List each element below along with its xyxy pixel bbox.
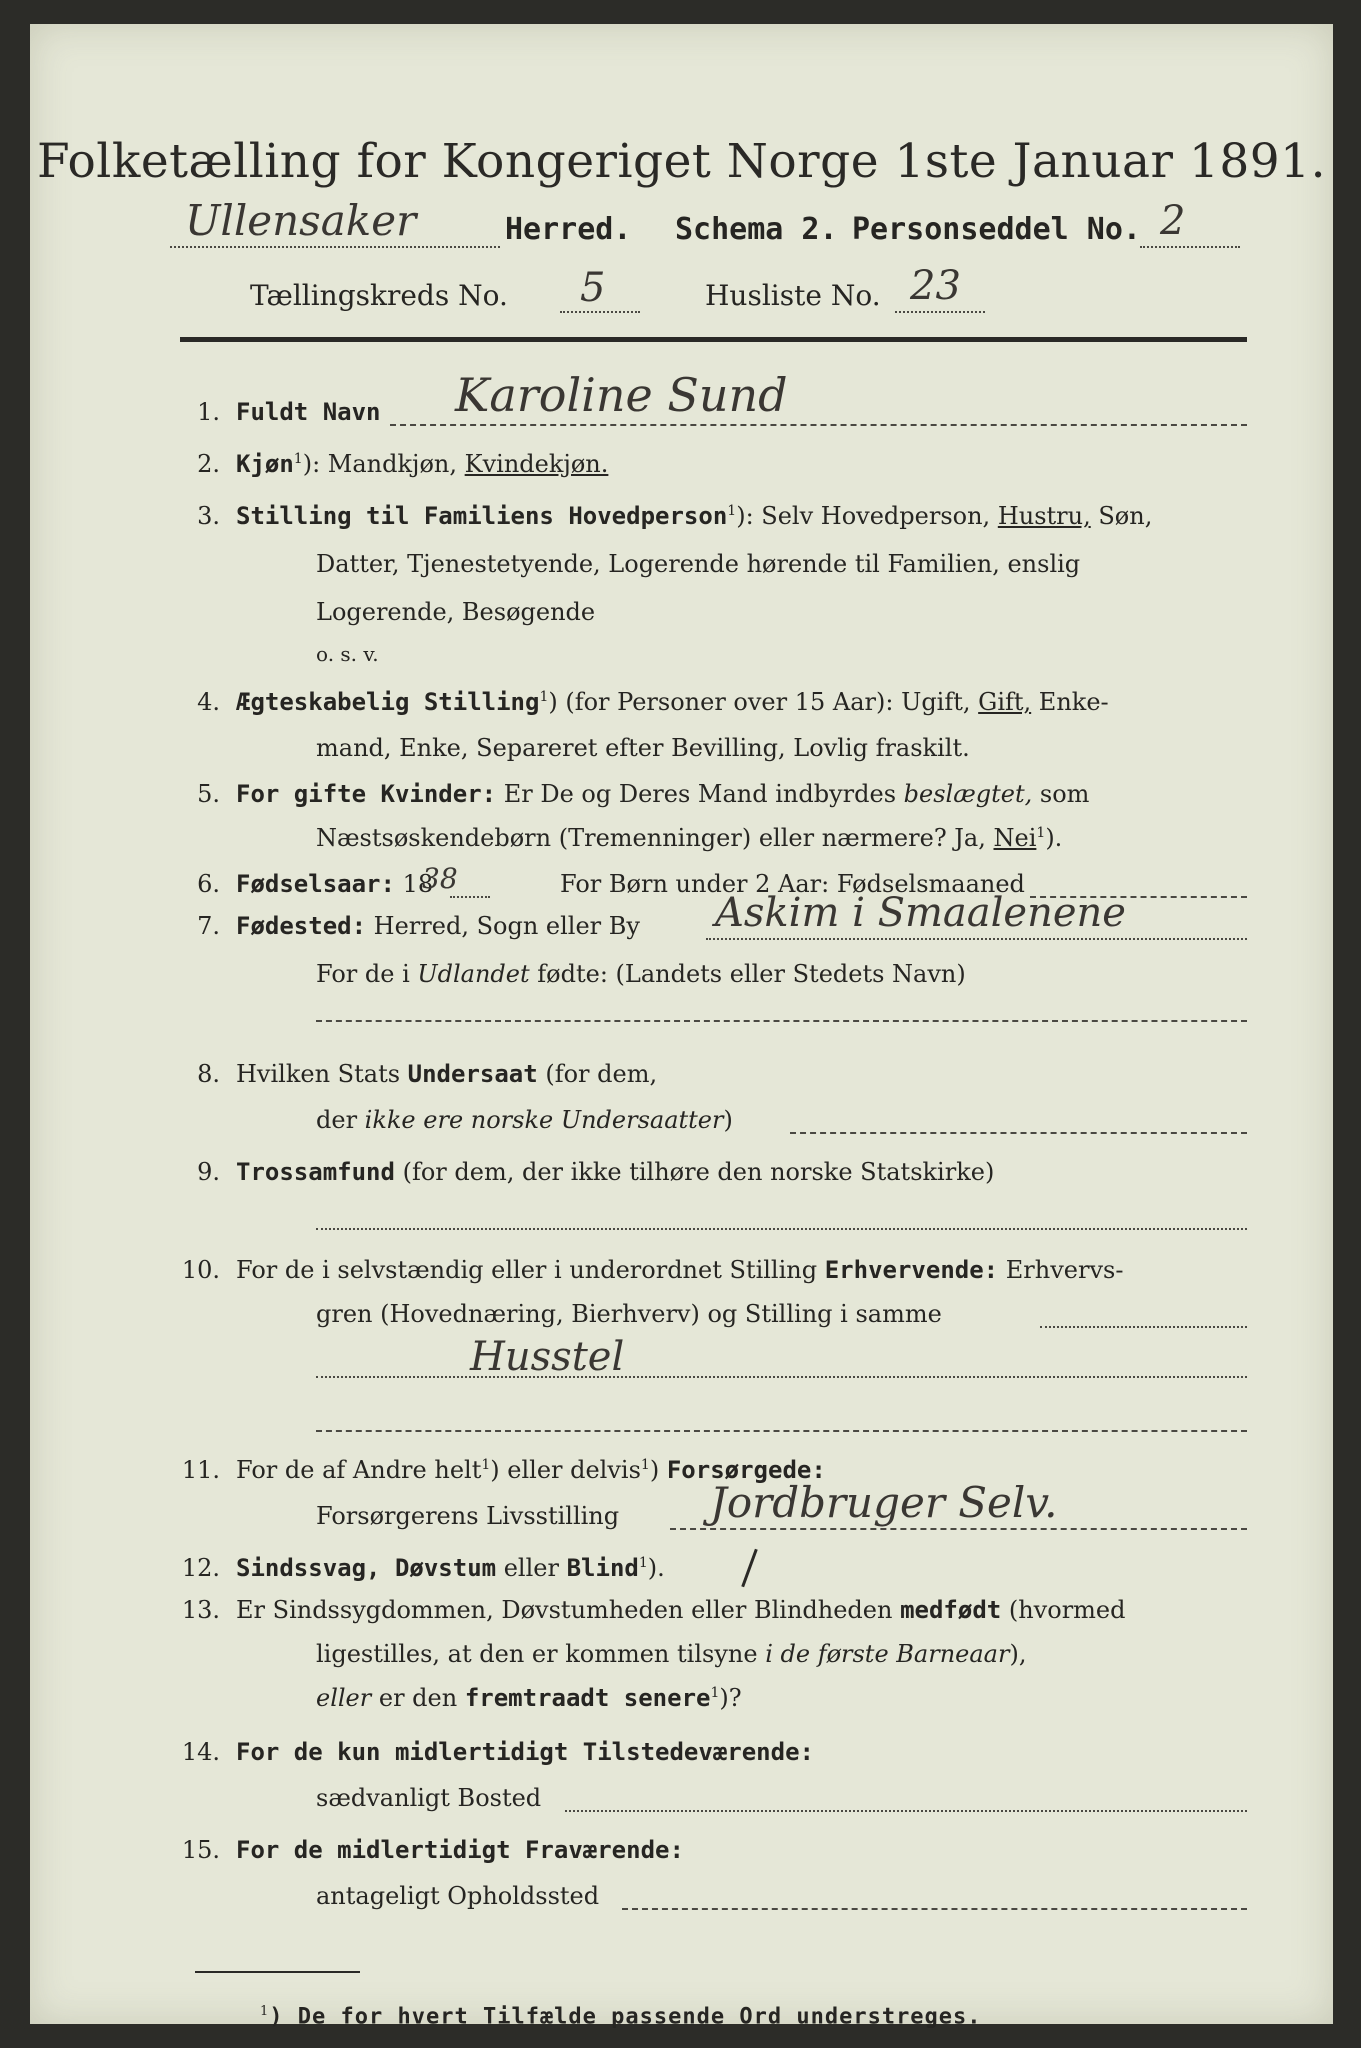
- item-number: 8.: [197, 1060, 220, 1088]
- item-number: 11.: [181, 1456, 220, 1484]
- kjon-text: [236, 450, 608, 478]
- personseddel-label: Personseddel No.: [852, 212, 1141, 247]
- item-gifte-kvinder: [30, 774, 1333, 852]
- stilling-options-end: Søn,: [1090, 502, 1153, 530]
- fodested-label: Fødested:: [236, 912, 367, 940]
- undersaat-label: Undersaat: [407, 1060, 538, 1088]
- item-sindssvag: [30, 1548, 1333, 1592]
- trossamfund-qual: (for dem, der ikke tilhøre den norske Statskirke): [394, 1158, 995, 1186]
- item-trossamfund: [30, 1152, 1333, 1196]
- fodested-line2a: For de i: [316, 960, 418, 988]
- medfodt-text: [236, 1596, 1126, 1624]
- item-number: 4.: [197, 688, 220, 716]
- blind-label: Blind: [566, 1554, 639, 1582]
- fodested-line3: [316, 1020, 1247, 1022]
- fodested-text: [236, 912, 640, 940]
- footnote-text: ) De for hvert Tilfælde passende Ord understreges.: [269, 2004, 982, 2030]
- medfodt-line2b: ),: [1009, 1640, 1027, 1668]
- fodselsaar-text: [236, 870, 433, 898]
- schema-label: Schema 2.: [675, 212, 838, 247]
- herred-dotted-line: [170, 246, 500, 248]
- sindssvag-eller: eller: [496, 1554, 567, 1582]
- footnote-ref: 1: [539, 689, 549, 705]
- gifte-line2-end: ).: [1045, 824, 1063, 852]
- form-title: Folketælling for Kongeriget Norge 1ste Januar 1891.: [36, 134, 1327, 189]
- item-number: 6.: [197, 870, 220, 898]
- fodselsaar-handwritten: 38: [422, 862, 458, 895]
- trossamfund-text: [236, 1158, 994, 1186]
- stilling-underlined: Hustru,: [997, 502, 1091, 530]
- item-kjon: [30, 444, 1333, 488]
- sindssvag-label: Sindssvag, Døvstum: [236, 1554, 497, 1582]
- item-aegteskab: [30, 682, 1333, 762]
- aegteskab-label: Ægteskabelig Stilling: [236, 688, 540, 716]
- item-number: 12.: [181, 1554, 220, 1582]
- forsorgede-mid2: ): [649, 1456, 667, 1484]
- item-number: 3.: [197, 502, 220, 530]
- fodselsaar-dotted: [450, 896, 490, 898]
- fodested-handwritten: Askim i Smaalenene: [715, 890, 1126, 936]
- kjon-options: ): Mandkjøn,: [302, 450, 465, 478]
- gifte-line2-text: Næstsøskendebørn (Tremenninger) eller nærmere? Ja,: [316, 824, 994, 852]
- aegteskab-options: ) (for Personer over 15 Aar): Ugift,: [548, 688, 979, 716]
- opholdssted-label: antageligt Opholdssted: [316, 1882, 600, 1910]
- trossamfund-line: [316, 1228, 1247, 1230]
- forsorger-line: [670, 1528, 1247, 1530]
- gifte-question: Er De og Deres Mand indbyrdes: [496, 780, 904, 808]
- stilling-options: ): Selv Hovedperson,: [736, 502, 998, 530]
- medfodt-italic: i de første Barneaar: [765, 1640, 1010, 1668]
- undersaat-prefix: Hvilken Stats: [236, 1060, 408, 1088]
- sindssvag-end: ).: [647, 1554, 665, 1582]
- item-number: 5.: [197, 780, 220, 808]
- kjon-underlined: Kvindekjøn.: [464, 450, 609, 478]
- stilling-line2: Datter, Tjenestetyende, Logerende hørende til Familien, enslig: [316, 550, 1081, 578]
- item-medfodt: [30, 1590, 1333, 1712]
- undersaat-line2b: ): [723, 1106, 733, 1134]
- sindssvag-text: Sindssvag, Døvstum eller Blind$^1$).: [236, 1554, 665, 1582]
- item-stilling: [30, 494, 1333, 666]
- header-rule: [180, 337, 1247, 342]
- gifte-nei-underlined: Nei: [993, 824, 1037, 852]
- kreds-line: [140, 263, 1240, 319]
- erhverv-suffix: Erhvervs-: [998, 1256, 1124, 1284]
- undersaat-line2: [316, 1106, 733, 1134]
- kreds-label: Tællingskreds No.: [250, 279, 508, 312]
- fuldt-navn-label: Fuldt Navn: [236, 398, 381, 426]
- gifte-text: [236, 780, 1089, 808]
- stilling-text: [236, 502, 1152, 530]
- bosted-label: sædvanligt Bosted: [316, 1784, 542, 1812]
- fremtraadt-label: fremtraadt senere: [464, 1684, 711, 1712]
- stilling-line3: Logerende, Besøgende: [316, 598, 596, 626]
- item-number: 14.: [181, 1738, 220, 1766]
- medfodt-label: medfødt: [900, 1596, 1002, 1624]
- undersaat-italic: ikke ere norske Undersaatter: [364, 1106, 724, 1134]
- item-forsorgede: [30, 1450, 1333, 1530]
- fodested-udlandet: Udlandet: [417, 960, 530, 988]
- forsorgede-line2: Forsørgerens Livsstilling: [316, 1502, 620, 1530]
- stilling-line4: o. s. v.: [316, 642, 379, 666]
- herred-label: Herred.: [505, 212, 632, 247]
- medfodt-line2a: ligestilles, at den er kommen tilsyne: [316, 1640, 766, 1668]
- trossamfund-label: Trossamfund: [236, 1158, 395, 1186]
- husliste-label: Husliste No.: [705, 279, 881, 312]
- item-number: 2.: [197, 450, 220, 478]
- item-tilstedevaerende: [30, 1732, 1333, 1812]
- husliste-dotted-line: [895, 311, 985, 313]
- item-number: 13.: [181, 1596, 220, 1624]
- forsorger-handwritten: Jordbruger Selv.: [710, 1478, 1058, 1527]
- kjon-label: Kjøn: [236, 450, 294, 478]
- kreds-dotted-line: [560, 311, 640, 313]
- fodselsmaaned-label: For Børn under 2 Aar: Fødselsmaaned: [560, 870, 1025, 898]
- gifte-line2: Næstsøskendebørn (Tremenninger) eller nærmere? Ja, Nei$^1$).: [316, 824, 1063, 852]
- tilstedevaerende-label: For de kun midlertidigt Tilstedeværende:: [236, 1738, 814, 1766]
- aegteskab-line2: mand, Enke, Separeret efter Bevilling, Lovlig fraskilt.: [316, 734, 970, 762]
- forsorgede-prefix: For de af Andre helt: [236, 1456, 482, 1484]
- fuldt-navn-line: [390, 424, 1247, 426]
- herred-line: [140, 196, 1240, 254]
- fodested-options: Herred, Sogn eller By: [366, 912, 640, 940]
- erhverv-handwritten: Husstel: [470, 1334, 625, 1380]
- personseddel-dotted-line: [1140, 246, 1240, 248]
- item-fodested: [30, 890, 1333, 988]
- aegteskab-options-end: Enke-: [1031, 688, 1109, 716]
- fuldt-navn-handwritten: Karoline Sund: [455, 368, 788, 422]
- item-number: 10.: [181, 1256, 220, 1284]
- census-form-sheet: [30, 24, 1333, 2030]
- gifte-question-end: som: [1032, 780, 1090, 808]
- erhverv-label: Erhvervende:: [824, 1256, 999, 1284]
- item-number: 7.: [197, 912, 220, 940]
- footnote: [260, 2004, 982, 2029]
- item-number: 9.: [197, 1158, 220, 1186]
- opholdssted-line: [622, 1908, 1247, 1910]
- pen-stroke: [741, 1549, 757, 1588]
- kreds-handwritten: 5: [580, 265, 606, 311]
- erhverv-text: [236, 1256, 1123, 1284]
- medfodt-suffix: (hvormed: [1001, 1596, 1126, 1624]
- stilling-label: Stilling til Familiens Hovedperson: [236, 502, 728, 530]
- item-number: 15.: [181, 1836, 220, 1864]
- herred-handwritten: Ullensaker: [185, 196, 417, 245]
- aegteskab-text: [236, 688, 1109, 716]
- erhverv-prefix: For de i selvstændig eller i underordnet Stilling: [236, 1256, 825, 1284]
- erhverv-line2: gren (Hovednæring, Bierhverv) og Stilling i samme: [316, 1300, 942, 1328]
- forsorgede-label: Forsørgede:: [666, 1456, 826, 1484]
- fodested-line2: [316, 960, 966, 988]
- medfodt-line3: eller er den fremtraadt senere$^1$)?: [316, 1684, 742, 1712]
- aegteskab-underlined: Gift,: [978, 688, 1032, 716]
- undersaat-qual: (for dem,: [537, 1060, 658, 1088]
- medfodt-line2: [316, 1640, 1026, 1668]
- forsorgede-text: For de af Andre helt$^1$) eller delvis$^1$) Forsørgede:: [236, 1456, 826, 1484]
- undersaat-text: [236, 1060, 657, 1088]
- footnote-ref: 1: [293, 451, 303, 467]
- gifte-label: For gifte Kvinder:: [236, 780, 497, 808]
- erhverv-dotted-3: [316, 1430, 1247, 1432]
- erhverv-dotted-2: [316, 1376, 1247, 1378]
- item-fuldt-navn: [30, 368, 1333, 430]
- forsorgede-mid: ) eller delvis: [490, 1456, 641, 1484]
- fodested-dotted: [706, 938, 1247, 940]
- footnote-marker: 1: [260, 2004, 270, 2019]
- undersaat-line2a: der: [316, 1106, 365, 1134]
- item-erhverv: [30, 1250, 1333, 1380]
- item-number: 1.: [197, 398, 220, 426]
- undersaat-line: [790, 1132, 1247, 1134]
- erhverv-dotted-1: [1040, 1326, 1247, 1328]
- fodselsaar-prefix: 18: [394, 870, 434, 898]
- fodested-line2b: fødte: (Landets eller Stedets Navn): [529, 960, 966, 988]
- medfodt-prefix: Er Sindssygdommen, Døvstumheden eller Blindheden: [236, 1596, 901, 1624]
- item-undersaat: [30, 1054, 1333, 1134]
- fodselsaar-label: Fødselsaar:: [236, 870, 395, 898]
- item-fodselsaar: [30, 864, 1333, 908]
- husliste-handwritten: 23: [910, 263, 961, 309]
- gifte-italic: beslægtet,: [903, 780, 1033, 808]
- bosted-line: [565, 1810, 1247, 1812]
- medfodt-line3b: )?: [719, 1684, 742, 1712]
- personseddel-handwritten: 2: [1160, 198, 1186, 244]
- fravaerende-label: For de midlertidigt Fraværende:: [236, 1836, 684, 1864]
- footnote-rule: [195, 1971, 360, 1973]
- medfodt-eller: eller: [316, 1684, 372, 1712]
- footnote-ref: 1: [727, 503, 737, 519]
- medfodt-line3a: er den: [371, 1684, 465, 1712]
- item-fravaerende: [30, 1830, 1333, 1910]
